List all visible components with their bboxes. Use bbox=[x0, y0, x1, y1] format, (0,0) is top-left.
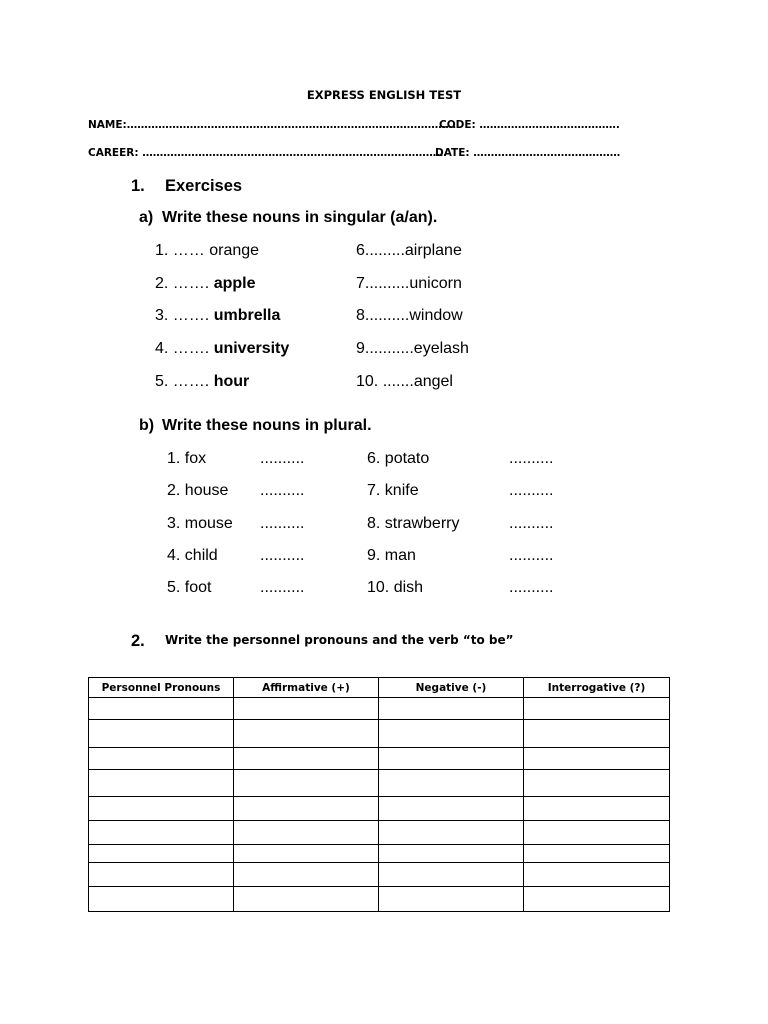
plural-word-9: 9. man bbox=[367, 547, 416, 564]
table-row bbox=[89, 698, 670, 720]
plural-blank-8[interactable]: .......... bbox=[509, 515, 554, 532]
item-word: umbrella bbox=[213, 307, 281, 324]
table-cell[interactable] bbox=[524, 821, 670, 845]
plural-blank-4[interactable]: .......... bbox=[260, 547, 305, 564]
table-cell[interactable] bbox=[89, 720, 234, 748]
item-prefix: 6......... bbox=[356, 242, 405, 259]
table-cell[interactable] bbox=[379, 770, 524, 797]
code-field[interactable]: CODE: …………………………………. bbox=[439, 119, 620, 131]
plural-blank-1[interactable]: .......... bbox=[260, 450, 305, 467]
plural-word-1: 1. fox bbox=[167, 450, 207, 467]
table-cell[interactable] bbox=[379, 748, 524, 770]
item-prefix: 2. ……. bbox=[155, 275, 214, 292]
singular-item-1[interactable] bbox=[155, 242, 259, 260]
table-row bbox=[89, 770, 670, 797]
table-cell[interactable] bbox=[89, 863, 234, 887]
item-word: orange bbox=[209, 242, 260, 259]
plural-blank-2[interactable]: .......... bbox=[260, 482, 305, 499]
table-row bbox=[89, 845, 670, 863]
singular-item-3[interactable] bbox=[155, 307, 280, 325]
table-cell[interactable] bbox=[234, 770, 379, 797]
career-field[interactable]: CAREER: …………………………………………………………………………… bbox=[88, 147, 447, 159]
item-word: hour bbox=[213, 373, 250, 390]
item-prefix: 5. ……. bbox=[155, 373, 214, 390]
part-a-title: Write these nouns in singular (a/an). bbox=[162, 209, 438, 226]
table-cell[interactable] bbox=[379, 887, 524, 912]
item-word: airplane bbox=[404, 242, 462, 259]
item-word: apple bbox=[213, 275, 256, 292]
item-word: university bbox=[213, 340, 290, 357]
table-cell[interactable] bbox=[234, 887, 379, 912]
date-field[interactable]: DATE: …………………………………… bbox=[435, 147, 621, 159]
table-cell[interactable] bbox=[234, 698, 379, 720]
singular-item-4[interactable] bbox=[155, 340, 289, 358]
section2-number: 2. bbox=[131, 632, 145, 650]
item-prefix: 3. ……. bbox=[155, 307, 214, 324]
plural-blank-10[interactable]: .......... bbox=[509, 579, 554, 596]
item-word: eyelash bbox=[413, 340, 469, 357]
singular-item-6[interactable] bbox=[356, 242, 462, 260]
table-row bbox=[89, 821, 670, 845]
table-body bbox=[89, 698, 670, 912]
section2-title: Write the personnel pronouns and the verb “to be” bbox=[165, 633, 514, 647]
plural-word-2: 2. house bbox=[167, 482, 229, 499]
section1-number: 1. bbox=[131, 177, 145, 195]
plural-word-8: 8. strawberry bbox=[367, 515, 460, 532]
table-cell[interactable] bbox=[234, 845, 379, 863]
table-row bbox=[89, 748, 670, 770]
singular-item-5[interactable] bbox=[155, 373, 249, 391]
plural-word-10: 10. dish bbox=[367, 579, 424, 596]
table-cell[interactable] bbox=[379, 845, 524, 863]
table-cell[interactable] bbox=[524, 845, 670, 863]
plural-blank-5[interactable]: .......... bbox=[260, 579, 305, 596]
table-cell[interactable] bbox=[379, 698, 524, 720]
table-cell[interactable] bbox=[379, 720, 524, 748]
plural-blank-7[interactable]: .......... bbox=[509, 482, 554, 499]
plural-word-3: 3. mouse bbox=[167, 515, 233, 532]
singular-item-9[interactable] bbox=[356, 340, 469, 358]
name-field[interactable]: NAME:…………………………………………………………………………………. bbox=[88, 119, 457, 131]
table-cell[interactable] bbox=[89, 748, 234, 770]
part-a-label: a) bbox=[139, 209, 154, 226]
table-cell[interactable] bbox=[89, 887, 234, 912]
column-header-pronouns: Personnel Pronouns bbox=[89, 678, 234, 698]
item-prefix: 7.......... bbox=[356, 275, 410, 292]
plural-blank-6[interactable]: .......... bbox=[509, 450, 554, 467]
table-cell[interactable] bbox=[524, 748, 670, 770]
table-row bbox=[89, 863, 670, 887]
table-row bbox=[89, 720, 670, 748]
column-header-interrogative: Interrogative (?) bbox=[524, 678, 670, 698]
pronoun-verb-table bbox=[88, 677, 670, 912]
singular-item-10[interactable] bbox=[356, 373, 453, 391]
table-cell[interactable] bbox=[524, 770, 670, 797]
table-cell[interactable] bbox=[234, 821, 379, 845]
page-title: EXPRESS ENGLISH TEST bbox=[306, 88, 462, 102]
table-cell[interactable] bbox=[234, 748, 379, 770]
singular-item-2[interactable] bbox=[155, 275, 255, 293]
singular-item-7[interactable] bbox=[356, 275, 462, 293]
table-row bbox=[89, 797, 670, 821]
part-b-title: Write these nouns in plural. bbox=[162, 417, 372, 434]
singular-item-8[interactable] bbox=[356, 307, 463, 325]
table-cell[interactable] bbox=[234, 720, 379, 748]
table-row bbox=[89, 887, 670, 912]
item-prefix: 10. ....... bbox=[356, 373, 414, 390]
item-word: angel bbox=[413, 373, 453, 390]
plural-blank-3[interactable]: .......... bbox=[260, 515, 305, 532]
plural-word-6: 6. potato bbox=[367, 450, 430, 467]
table-cell[interactable] bbox=[89, 698, 234, 720]
item-word: unicorn bbox=[409, 275, 462, 292]
table-cell[interactable] bbox=[524, 863, 670, 887]
table-cell[interactable] bbox=[89, 770, 234, 797]
part-b-label: b) bbox=[139, 417, 155, 434]
table-cell[interactable] bbox=[89, 821, 234, 845]
table-cell[interactable] bbox=[524, 887, 670, 912]
table-cell[interactable] bbox=[234, 797, 379, 821]
plural-blank-9[interactable]: .......... bbox=[509, 547, 554, 564]
item-prefix: 8.......... bbox=[356, 307, 410, 324]
table-cell[interactable] bbox=[379, 797, 524, 821]
plural-word-4: 4. child bbox=[167, 547, 218, 564]
table-cell[interactable] bbox=[379, 863, 524, 887]
table-cell[interactable] bbox=[524, 698, 670, 720]
table-cell[interactable] bbox=[524, 797, 670, 821]
item-prefix: 4. ……. bbox=[155, 340, 214, 357]
table-cell[interactable] bbox=[524, 720, 670, 748]
section1-title: Exercises bbox=[165, 177, 243, 195]
plural-word-5: 5. foot bbox=[167, 579, 212, 596]
table-cell[interactable] bbox=[379, 821, 524, 845]
item-prefix: 9........... bbox=[356, 340, 414, 357]
item-prefix: 1. …… bbox=[155, 242, 210, 259]
column-header-affirmative: Affirmative (+) bbox=[234, 678, 379, 698]
plural-word-7: 7. knife bbox=[367, 482, 419, 499]
table-cell[interactable] bbox=[89, 797, 234, 821]
table-header-row bbox=[89, 678, 670, 698]
item-word: window bbox=[409, 307, 463, 324]
column-header-negative: Negative (-) bbox=[379, 678, 524, 698]
table-cell[interactable] bbox=[234, 863, 379, 887]
table-cell[interactable] bbox=[89, 845, 234, 863]
